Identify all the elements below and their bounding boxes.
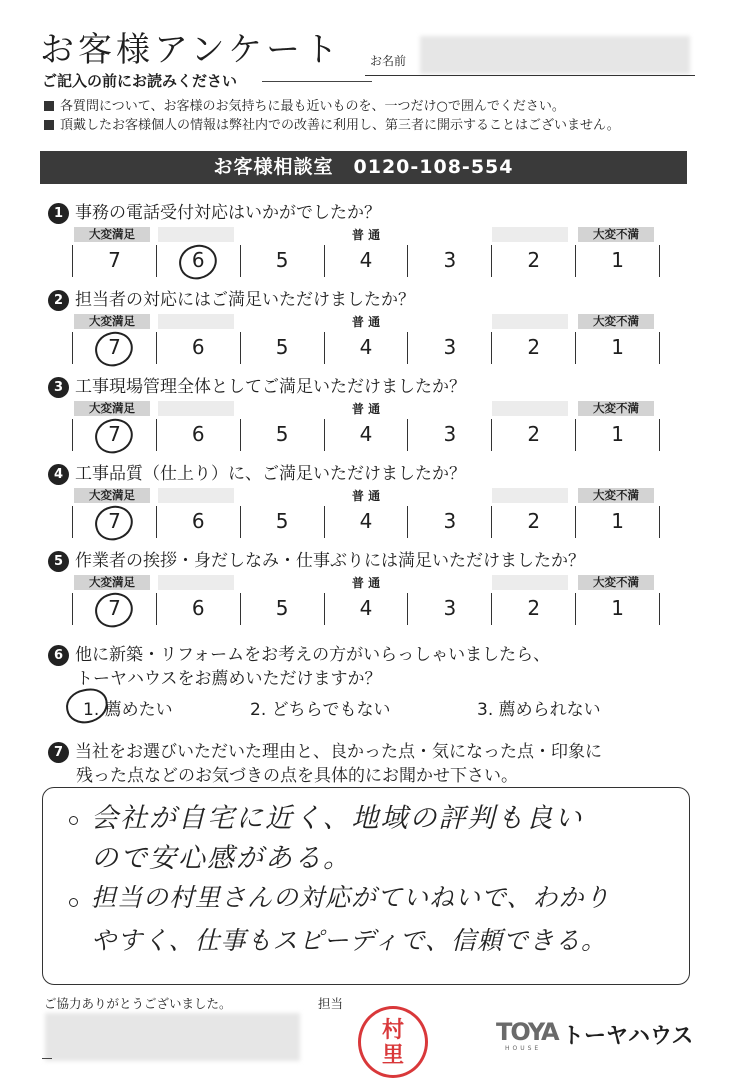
rating-value: 1 bbox=[611, 422, 624, 446]
option-1[interactable]: 1. 薦めたい bbox=[83, 700, 173, 720]
scale-label-middle: 普 通 bbox=[351, 402, 381, 416]
rating-option-1[interactable] bbox=[575, 332, 660, 364]
notice-heading: ご記入の前にお読みください bbox=[42, 72, 238, 90]
question-6 bbox=[48, 640, 550, 666]
rating-value: 1 bbox=[611, 596, 624, 620]
rating-value: 1 bbox=[611, 248, 624, 272]
question-number-badge: 6 bbox=[48, 645, 69, 666]
question-6-line2: トーヤハウスをお薦めいただけますか？ bbox=[76, 669, 382, 689]
question-1 bbox=[48, 198, 381, 224]
rating-option-6[interactable] bbox=[156, 332, 240, 364]
rating-value: 1 bbox=[611, 335, 624, 359]
survey-title: お客様アンケート bbox=[40, 30, 342, 70]
rating-scale bbox=[72, 227, 660, 279]
rating-option-2[interactable] bbox=[491, 419, 575, 451]
rating-value: 3 bbox=[443, 509, 457, 533]
rating-option-5[interactable] bbox=[240, 506, 324, 538]
scale-label-worst: 大変不満 bbox=[578, 314, 654, 329]
rating-value: 2 bbox=[527, 248, 541, 272]
rating-option-4[interactable] bbox=[324, 506, 408, 538]
rating-option-2[interactable] bbox=[491, 332, 575, 364]
rating-value: 3 bbox=[443, 422, 457, 446]
rating-option-4[interactable] bbox=[324, 332, 408, 364]
rating-value: 7 bbox=[108, 422, 121, 446]
divider bbox=[42, 1058, 52, 1059]
rating-value: 5 bbox=[275, 248, 289, 272]
rating-value: 5 bbox=[275, 422, 289, 446]
rating-value: 5 bbox=[275, 596, 289, 620]
rating-value: 6 bbox=[191, 596, 205, 620]
company-logo-sub: HOUSE bbox=[505, 1045, 542, 1052]
scale-label-faint bbox=[492, 227, 568, 242]
name-line bbox=[365, 75, 695, 76]
question-4 bbox=[48, 459, 466, 485]
rating-option-7[interactable] bbox=[72, 245, 156, 277]
staff-seal-stamp bbox=[358, 1006, 428, 1078]
comment-box[interactable] bbox=[42, 787, 690, 985]
question-number-badge: 2 bbox=[48, 290, 69, 311]
rating-value: 5 bbox=[275, 509, 289, 533]
scale-label-best: 大変満足 bbox=[74, 401, 150, 416]
rating-value: 7 bbox=[108, 596, 121, 620]
scale-label-best: 大変満足 bbox=[74, 314, 150, 329]
question-text: 当社をお選びいただいた理由と、良かった点・気になった点・印象に bbox=[75, 742, 602, 762]
question-5 bbox=[48, 546, 585, 572]
scale-label-faint bbox=[158, 314, 234, 329]
question-number-badge: 1 bbox=[48, 203, 69, 224]
rating-scale bbox=[72, 314, 660, 366]
rating-option-7[interactable] bbox=[72, 593, 156, 625]
notice-rule bbox=[262, 81, 372, 82]
rating-scale bbox=[72, 575, 660, 627]
name-label: お名前 bbox=[370, 54, 407, 68]
bullet-icon bbox=[69, 898, 78, 907]
question-3 bbox=[48, 372, 466, 398]
rating-value: 4 bbox=[359, 248, 373, 272]
rating-option-3[interactable] bbox=[407, 245, 491, 277]
question-7 bbox=[48, 737, 602, 763]
rating-option-7[interactable] bbox=[72, 419, 156, 451]
rating-option-7[interactable] bbox=[72, 332, 156, 364]
scale-label-faint bbox=[158, 488, 234, 503]
stamp-char: 村 bbox=[381, 1018, 404, 1043]
scale-label-best: 大変満足 bbox=[74, 575, 150, 590]
scale-label-faint bbox=[492, 488, 568, 503]
scale-label-middle: 普 通 bbox=[351, 576, 381, 590]
rating-value: 6 bbox=[191, 248, 205, 272]
rating-value: 6 bbox=[191, 509, 205, 533]
rating-option-2[interactable] bbox=[491, 593, 575, 625]
rating-value: 2 bbox=[527, 335, 541, 359]
redacted-area bbox=[45, 1013, 300, 1061]
scale-label-best: 大変満足 bbox=[74, 227, 150, 242]
comment-line: やすく、仕事もスピーディで、信頼できる。 bbox=[91, 926, 608, 955]
scale-label-middle: 普 通 bbox=[351, 489, 381, 503]
rating-value: 2 bbox=[527, 422, 541, 446]
question-text: 作業者の挨拶・身だしなみ・仕事ぶりには満足いただけましたか？ bbox=[75, 551, 585, 571]
answer-circle bbox=[92, 415, 136, 456]
rating-option-5[interactable] bbox=[240, 332, 324, 364]
rating-option-4[interactable] bbox=[324, 245, 408, 277]
question-text: 担当者の対応にはご満足いただけましたか？ bbox=[75, 290, 415, 310]
rating-option-5[interactable] bbox=[240, 245, 324, 277]
comment-line: 担当の村里さんの対応がていねいで、わかり bbox=[91, 883, 611, 912]
scale-label-middle: 普 通 bbox=[351, 315, 381, 329]
rating-cells bbox=[72, 245, 660, 277]
rating-option-5[interactable] bbox=[240, 419, 324, 451]
rating-option-2[interactable] bbox=[491, 245, 575, 277]
rating-cells bbox=[72, 419, 660, 451]
option-3[interactable]: 3. 薦められない bbox=[477, 700, 601, 720]
comment-line: 会社が自宅に近く、地域の評判も良い bbox=[91, 803, 584, 834]
rating-option-1[interactable] bbox=[575, 506, 660, 538]
rating-value: 6 bbox=[191, 422, 205, 446]
company-name: トーヤハウス bbox=[562, 1024, 694, 1049]
staff-label: 担当 bbox=[318, 996, 344, 1011]
option-2[interactable]: 2. どちらでもない bbox=[250, 700, 391, 720]
scale-label-faint bbox=[492, 314, 568, 329]
rating-option-4[interactable] bbox=[324, 419, 408, 451]
rating-value: 6 bbox=[191, 335, 205, 359]
scale-label-worst: 大変不満 bbox=[578, 401, 654, 416]
bullet-icon bbox=[69, 816, 78, 825]
rating-value: 3 bbox=[443, 248, 457, 272]
rating-option-6[interactable] bbox=[156, 593, 240, 625]
rating-value: 2 bbox=[527, 509, 541, 533]
rating-cells bbox=[72, 332, 660, 364]
scale-label-faint bbox=[492, 401, 568, 416]
rating-value: 7 bbox=[108, 248, 121, 272]
scale-label-faint bbox=[158, 401, 234, 416]
rating-cells bbox=[72, 506, 660, 538]
rating-option-3[interactable] bbox=[407, 593, 491, 625]
company-logo: TOYA bbox=[496, 1018, 558, 1046]
rating-value: 7 bbox=[108, 335, 121, 359]
rating-value: 4 bbox=[359, 509, 373, 533]
scale-label-faint bbox=[492, 575, 568, 590]
rating-option-1[interactable] bbox=[575, 593, 660, 625]
question-text: 他に新築・リフォームをお考えの方がいらっしゃいましたら、 bbox=[75, 645, 551, 665]
hotline-banner: お客様相談室 0120-108-554 bbox=[40, 151, 687, 184]
answer-circle bbox=[92, 502, 136, 543]
question-2 bbox=[48, 285, 415, 311]
answer-circle bbox=[92, 589, 136, 630]
rating-scale bbox=[72, 488, 660, 540]
rating-value: 5 bbox=[275, 335, 289, 359]
notice-line: 頂戴したお客様個人の情報は弊社内での改善に利用し、第三者に開示することはございません。 bbox=[44, 114, 620, 133]
rating-value: 4 bbox=[359, 335, 373, 359]
scale-label-worst: 大変不満 bbox=[578, 227, 654, 242]
rating-value: 7 bbox=[108, 509, 121, 533]
scale-label-best: 大変満足 bbox=[74, 488, 150, 503]
rating-value: 4 bbox=[359, 422, 373, 446]
rating-value: 3 bbox=[443, 596, 457, 620]
scale-label-worst: 大変不満 bbox=[578, 488, 654, 503]
comment-line: ので安心感がある。 bbox=[91, 843, 352, 874]
scale-label-middle: 普 通 bbox=[351, 228, 381, 242]
question-text: 工事品質（仕上り）に、ご満足いただけましたか？ bbox=[75, 464, 466, 484]
rating-value: 2 bbox=[527, 596, 541, 620]
question-7-line2: 残った点などのお気づきの点を具体的にお聞かせ下さい。 bbox=[76, 766, 518, 786]
rating-option-7[interactable] bbox=[72, 506, 156, 538]
rating-option-1[interactable] bbox=[575, 419, 660, 451]
rating-value: 1 bbox=[611, 509, 624, 533]
scale-label-faint bbox=[158, 227, 234, 242]
rating-value: 4 bbox=[359, 596, 373, 620]
thanks-text: ご協力ありがとうございました。 bbox=[44, 996, 232, 1011]
question-number-badge: 5 bbox=[48, 551, 69, 572]
stamp-char: 里 bbox=[381, 1043, 404, 1068]
rating-option-3[interactable] bbox=[407, 506, 491, 538]
answer-circle bbox=[176, 241, 220, 282]
rating-option-3[interactable] bbox=[407, 332, 491, 364]
rating-option-6[interactable] bbox=[156, 245, 240, 277]
question-number-badge: 4 bbox=[48, 464, 69, 485]
rating-option-3[interactable] bbox=[407, 419, 491, 451]
rating-option-5[interactable] bbox=[240, 593, 324, 625]
question-number-badge: 7 bbox=[48, 742, 69, 763]
scale-label-faint bbox=[158, 575, 234, 590]
notice-line: 各質問について、お客様のお気持ちに最も近いものを、一つだけ○で囲んでください。 bbox=[44, 95, 565, 114]
rating-option-2[interactable] bbox=[491, 506, 575, 538]
rating-option-1[interactable] bbox=[575, 245, 660, 277]
rating-option-6[interactable] bbox=[156, 506, 240, 538]
rating-scale bbox=[72, 401, 660, 453]
rating-option-6[interactable] bbox=[156, 419, 240, 451]
question-number-badge: 3 bbox=[48, 377, 69, 398]
rating-value: 3 bbox=[443, 335, 457, 359]
rating-cells bbox=[72, 593, 660, 625]
question-text: 工事現場管理全体としてご満足いただけましたか？ bbox=[75, 377, 466, 397]
scale-label-worst: 大変不満 bbox=[578, 575, 654, 590]
rating-option-4[interactable] bbox=[324, 593, 408, 625]
name-field-redacted bbox=[420, 36, 690, 74]
question-text: 事務の電話受付対応はいかがでしたか？ bbox=[75, 203, 381, 223]
answer-circle bbox=[92, 328, 136, 369]
